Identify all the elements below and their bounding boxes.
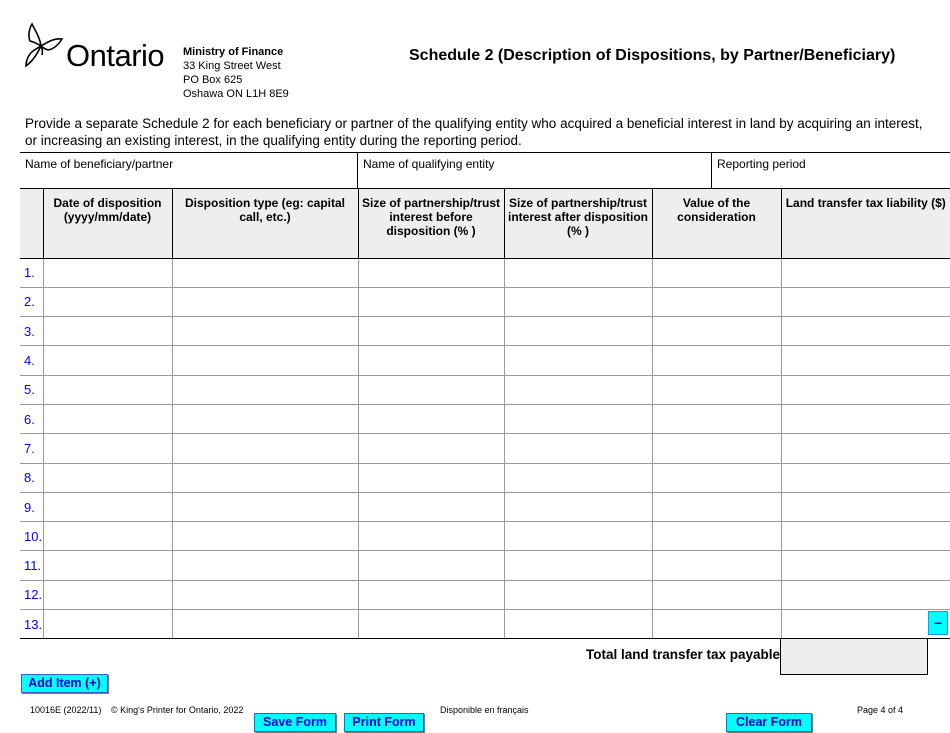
type-cell[interactable] — [172, 404, 358, 433]
table-row — [20, 404, 950, 433]
after-cell[interactable] — [504, 258, 652, 287]
table-row — [20, 346, 950, 375]
beneficiary-name-field[interactable] — [20, 153, 358, 188]
date-cell[interactable] — [43, 287, 172, 316]
after-cell[interactable] — [504, 522, 652, 551]
row-number: 7. — [20, 434, 43, 463]
qualifying-entity-label: Name of qualifying entity — [363, 157, 495, 171]
row-number: 11. — [20, 551, 43, 580]
type-cell[interactable] — [172, 287, 358, 316]
liability-cell[interactable] — [781, 463, 950, 492]
date-cell[interactable] — [43, 258, 172, 287]
type-cell[interactable] — [172, 375, 358, 404]
type-cell[interactable] — [172, 258, 358, 287]
after-cell[interactable] — [504, 287, 652, 316]
type-cell[interactable] — [172, 346, 358, 375]
row-number: 3. — [20, 317, 43, 346]
table-row — [20, 551, 950, 580]
type-cell[interactable] — [172, 551, 358, 580]
after-cell[interactable] — [504, 317, 652, 346]
date-cell[interactable] — [43, 404, 172, 433]
value-cell[interactable] — [652, 258, 781, 287]
date-cell[interactable] — [43, 610, 172, 639]
table-row — [20, 317, 950, 346]
row-number: 8. — [20, 463, 43, 492]
after-cell[interactable] — [504, 434, 652, 463]
liability-cell[interactable] — [781, 404, 950, 433]
clear-form-button[interactable]: Clear Form — [726, 713, 812, 732]
type-cell[interactable] — [172, 580, 358, 609]
value-cell[interactable] — [652, 317, 781, 346]
table-row — [20, 463, 950, 492]
row-number: 5. — [20, 375, 43, 404]
date-cell[interactable] — [43, 375, 172, 404]
after-cell[interactable] — [504, 375, 652, 404]
before-cell[interactable] — [358, 287, 504, 316]
after-cell[interactable] — [504, 492, 652, 521]
before-cell[interactable] — [358, 317, 504, 346]
after-cell[interactable] — [504, 580, 652, 609]
date-cell[interactable] — [43, 317, 172, 346]
liability-cell[interactable] — [781, 610, 950, 639]
liability-cell[interactable] — [781, 580, 950, 609]
ministry-address — [183, 45, 289, 101]
trillium-icon — [20, 22, 66, 72]
dispositions-table — [20, 189, 950, 639]
row-number: 2. — [20, 287, 43, 316]
row-number: 6. — [20, 404, 43, 433]
before-cell[interactable] — [358, 258, 504, 287]
before-cell[interactable] — [358, 404, 504, 433]
value-cell[interactable] — [652, 580, 781, 609]
ministry-name: Ministry of Finance — [183, 46, 284, 58]
page-number: Page 4 of 4 — [857, 705, 904, 715]
after-cell[interactable] — [504, 610, 652, 639]
table-row — [20, 522, 950, 551]
date-cell[interactable] — [43, 346, 172, 375]
row-number: 4. — [20, 346, 43, 375]
row-number: 13. — [20, 610, 43, 639]
after-cell[interactable] — [504, 346, 652, 375]
total-label: Total land transfer tax payable — [586, 647, 781, 662]
before-cell[interactable] — [358, 610, 504, 639]
value-cell[interactable] — [652, 492, 781, 521]
column-header: Value of the consideration — [652, 189, 781, 258]
table-row — [20, 610, 950, 639]
before-cell[interactable] — [358, 375, 504, 404]
column-header: Date of disposition (yyyy/mm/date) — [43, 189, 172, 258]
table-row — [20, 434, 950, 463]
liability-cell[interactable] — [781, 287, 950, 316]
row-number: 12. — [20, 580, 43, 609]
liability-cell[interactable] — [781, 375, 950, 404]
beneficiary-name-label: Name of beneficiary/partner — [25, 157, 174, 171]
type-cell[interactable] — [172, 317, 358, 346]
value-cell[interactable] — [652, 463, 781, 492]
type-cell[interactable] — [172, 492, 358, 521]
before-cell[interactable] — [358, 346, 504, 375]
before-cell[interactable] — [358, 580, 504, 609]
value-cell[interactable] — [652, 522, 781, 551]
value-cell[interactable] — [652, 404, 781, 433]
value-cell[interactable] — [652, 610, 781, 639]
row-number: 1. — [20, 258, 43, 287]
table-row — [20, 375, 950, 404]
table-header-row — [20, 189, 950, 258]
print-form-button[interactable]: Print Form — [344, 713, 424, 732]
reporting-period-field[interactable] — [712, 153, 950, 188]
row-number: 9. — [20, 492, 43, 521]
column-header: Land transfer tax liability ($) — [781, 189, 950, 258]
value-cell[interactable] — [652, 287, 781, 316]
date-cell[interactable] — [43, 434, 172, 463]
table-row — [20, 258, 950, 287]
after-cell[interactable] — [504, 463, 652, 492]
column-header: Size of partnership/trust interest after disposition (% ) — [504, 189, 652, 258]
date-cell[interactable] — [43, 580, 172, 609]
date-cell[interactable] — [43, 463, 172, 492]
column-header: Size of partnership/trust interest before disposition (% ) — [358, 189, 504, 258]
form-title: Schedule 2 (Description of Dispositions, by Partner/Beneficiary) — [409, 47, 896, 64]
liability-cell[interactable] — [781, 434, 950, 463]
date-cell[interactable] — [43, 522, 172, 551]
liability-cell[interactable] — [781, 258, 950, 287]
type-cell[interactable] — [172, 463, 358, 492]
row-number-header — [20, 189, 43, 258]
liability-cell[interactable] — [781, 492, 950, 521]
before-cell[interactable] — [358, 551, 504, 580]
value-cell[interactable] — [652, 551, 781, 580]
before-cell[interactable] — [358, 434, 504, 463]
before-cell[interactable] — [358, 522, 504, 551]
date-cell[interactable] — [43, 492, 172, 521]
liability-cell[interactable] — [781, 522, 950, 551]
liability-cell[interactable] — [781, 551, 950, 580]
logo-wordmark: Ontario — [66, 38, 165, 73]
after-cell[interactable] — [504, 404, 652, 433]
form-code: 10016E (2022/11) — [30, 705, 102, 715]
column-header: Disposition type (eg: capital call, etc.) — [172, 189, 358, 258]
copyright: © King's Printer for Ontario, 2022 — [111, 705, 244, 715]
save-form-button[interactable]: Save Form — [254, 713, 336, 732]
instructions-text: Provide a separate Schedule 2 for each beneficiary or partner of the qualifying entity who acquired a beneficial interest in land by acquiring an interest, or increasing an existing interest, in the qualifying entity during the reporting period. — [25, 116, 923, 148]
liability-cell[interactable] — [781, 317, 950, 346]
add-item-button[interactable]: Add Item (+) — [21, 674, 108, 693]
table-row — [20, 287, 950, 316]
type-cell[interactable] — [172, 610, 358, 639]
ontario-logo — [20, 22, 165, 74]
info-fields-row — [20, 152, 950, 189]
reporting-period-label: Reporting period — [717, 157, 806, 171]
qualifying-entity-field[interactable] — [358, 153, 712, 188]
table-row — [20, 580, 950, 609]
before-cell[interactable] — [358, 492, 504, 521]
value-cell[interactable] — [652, 346, 781, 375]
type-cell[interactable] — [172, 522, 358, 551]
address-line: Oshawa ON L1H 8E9 — [183, 88, 289, 100]
after-cell[interactable] — [504, 551, 652, 580]
address-line: 33 King Street West — [183, 60, 281, 72]
row-number: 10. — [20, 522, 43, 551]
remove-item-button[interactable]: – — [928, 611, 948, 635]
type-cell[interactable] — [172, 434, 358, 463]
date-cell[interactable] — [43, 551, 172, 580]
value-cell[interactable] — [652, 434, 781, 463]
french-version-note: Disponible en français — [440, 705, 529, 715]
total-payable-field[interactable] — [780, 638, 928, 675]
value-cell[interactable] — [652, 375, 781, 404]
liability-cell[interactable] — [781, 346, 950, 375]
table-row — [20, 492, 950, 521]
address-line: PO Box 625 — [183, 74, 243, 86]
before-cell[interactable] — [358, 463, 504, 492]
